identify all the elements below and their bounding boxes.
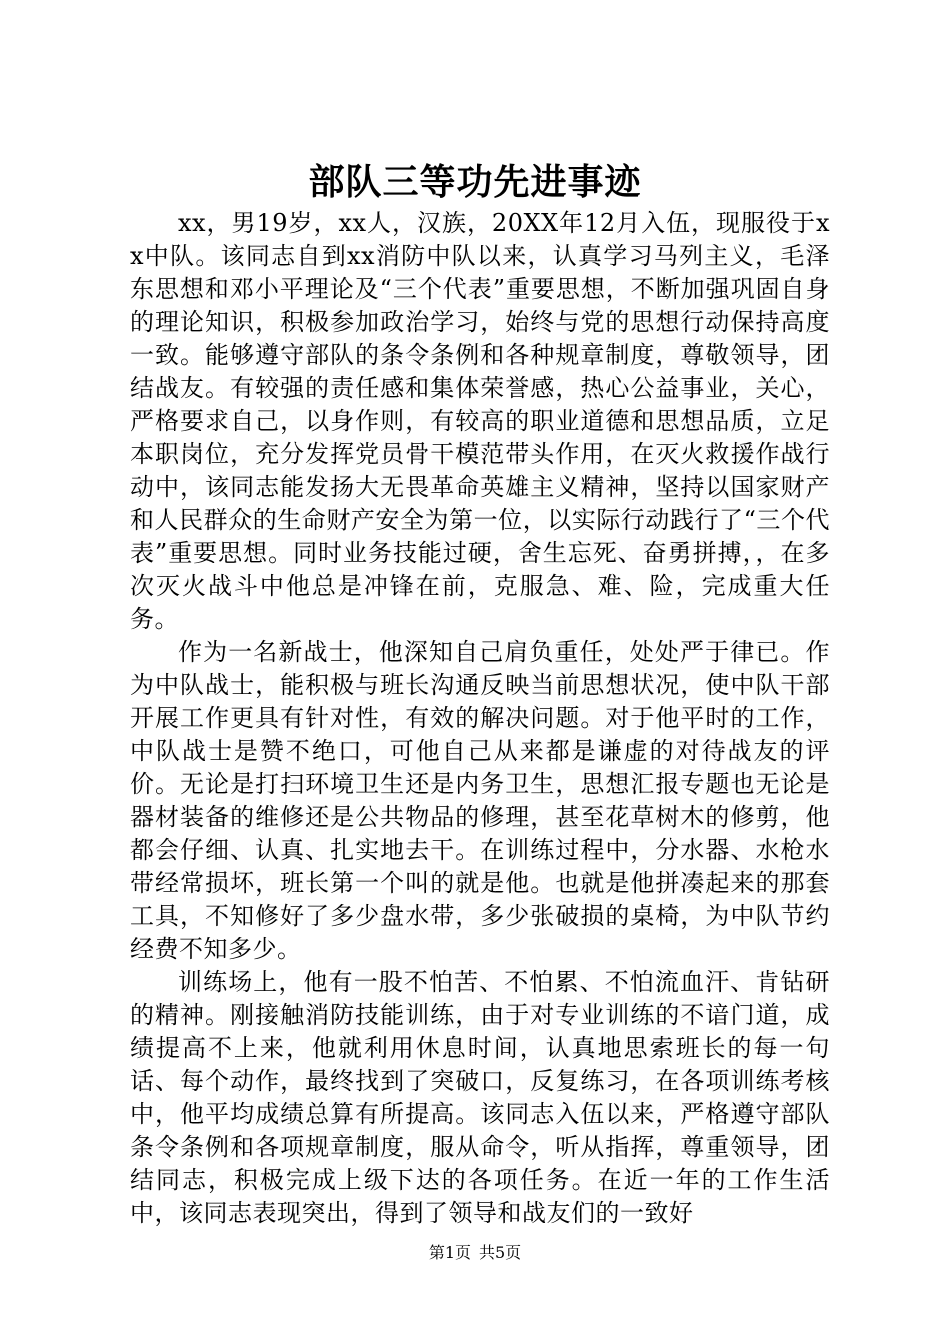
paragraph-2: 作为一名新战士，他深知自己肩负重任，处处严于律已。作为中队战士，能积极与班长沟通反映当前思想状况，使中队干部开展工作更具有针对性，有效的解决问题。对于他平时的工作，中队战士是赞不绝口，可他自己从来都是谦虚的对待战友的评价。无论是打扫环境卫生还是内务卫生，思想汇报专题也无论是器材装备的维修还是公共物品的修理，甚至花草树木的修剪，他都会仔细、认真、扎实地去干。在训练过程中，分水器、水枪水带经常损坏，班长第一个叫的就是他。也就是他拼凑起来的那套工具，不知修好了多少盘水带，多少张破损的桌椅，为中队节约经费不知多少。 — [130, 638, 830, 963]
page-total: 共5页 — [479, 1243, 522, 1262]
page-number: 第1页 — [428, 1243, 471, 1262]
paragraph-1: xx，男19岁，xx人，汉族，20XX年12月入伍，现服役于xx中队。该同志自到xx消防中队以来，认真学习马列主义，毛泽东思想和邓小平理论及“三个代表”重要思想，不断加强巩固自身的理论知识，积极参加政治学习，始终与党的思想行动保持高度一致。能够遵守部队的条令条例和各种规章制度，尊敬领导，团结战友。有较强的责任感和集体荣誉感，热心公益事业，关心，严格要求自己，以身作则，有较高的职业道德和思想品质，立足本职岗位，充分发挥党员骨干模范带头作用，在灭火救援作战行动中，该同志能发扬大无畏革命英雄主义精神，坚持以国家财产和人民群众的生命财产安全为第一位，以实际行动践行了“三个代表”重要思想。同时业务技能过硬，舍生忘死、奋勇拼搏，，在多次灭火战斗中他总是冲锋在前，克服急、难、险，完成重大任务。 — [130, 209, 830, 633]
paragraph-3: 训练场上，他有一股不怕苦、不怕累、不怕流血汗、肯钻研的精神。刚接触消防技能训练，由于对专业训练的不谙门道，成绩提高不上来，他就利用休息时间，认真地思索班长的每一句话、每个动作，最终找到了突破口，反复练习，在各项训练考核中，他平均成绩总算有所提高。该同志入伍以来，严格遵守部队条令条例和各项规章制度，服从命令，听从指挥，尊重领导，团结同志，积极完成上级下达的各项任务。在近一年的工作生活中，该同志表现突出，得到了领导和战友们的一致好 — [130, 968, 830, 1227]
document-body — [130, 207, 830, 1230]
page-footer — [0, 1242, 950, 1264]
document-title: 部队三等功先进事迹 — [308, 161, 642, 203]
